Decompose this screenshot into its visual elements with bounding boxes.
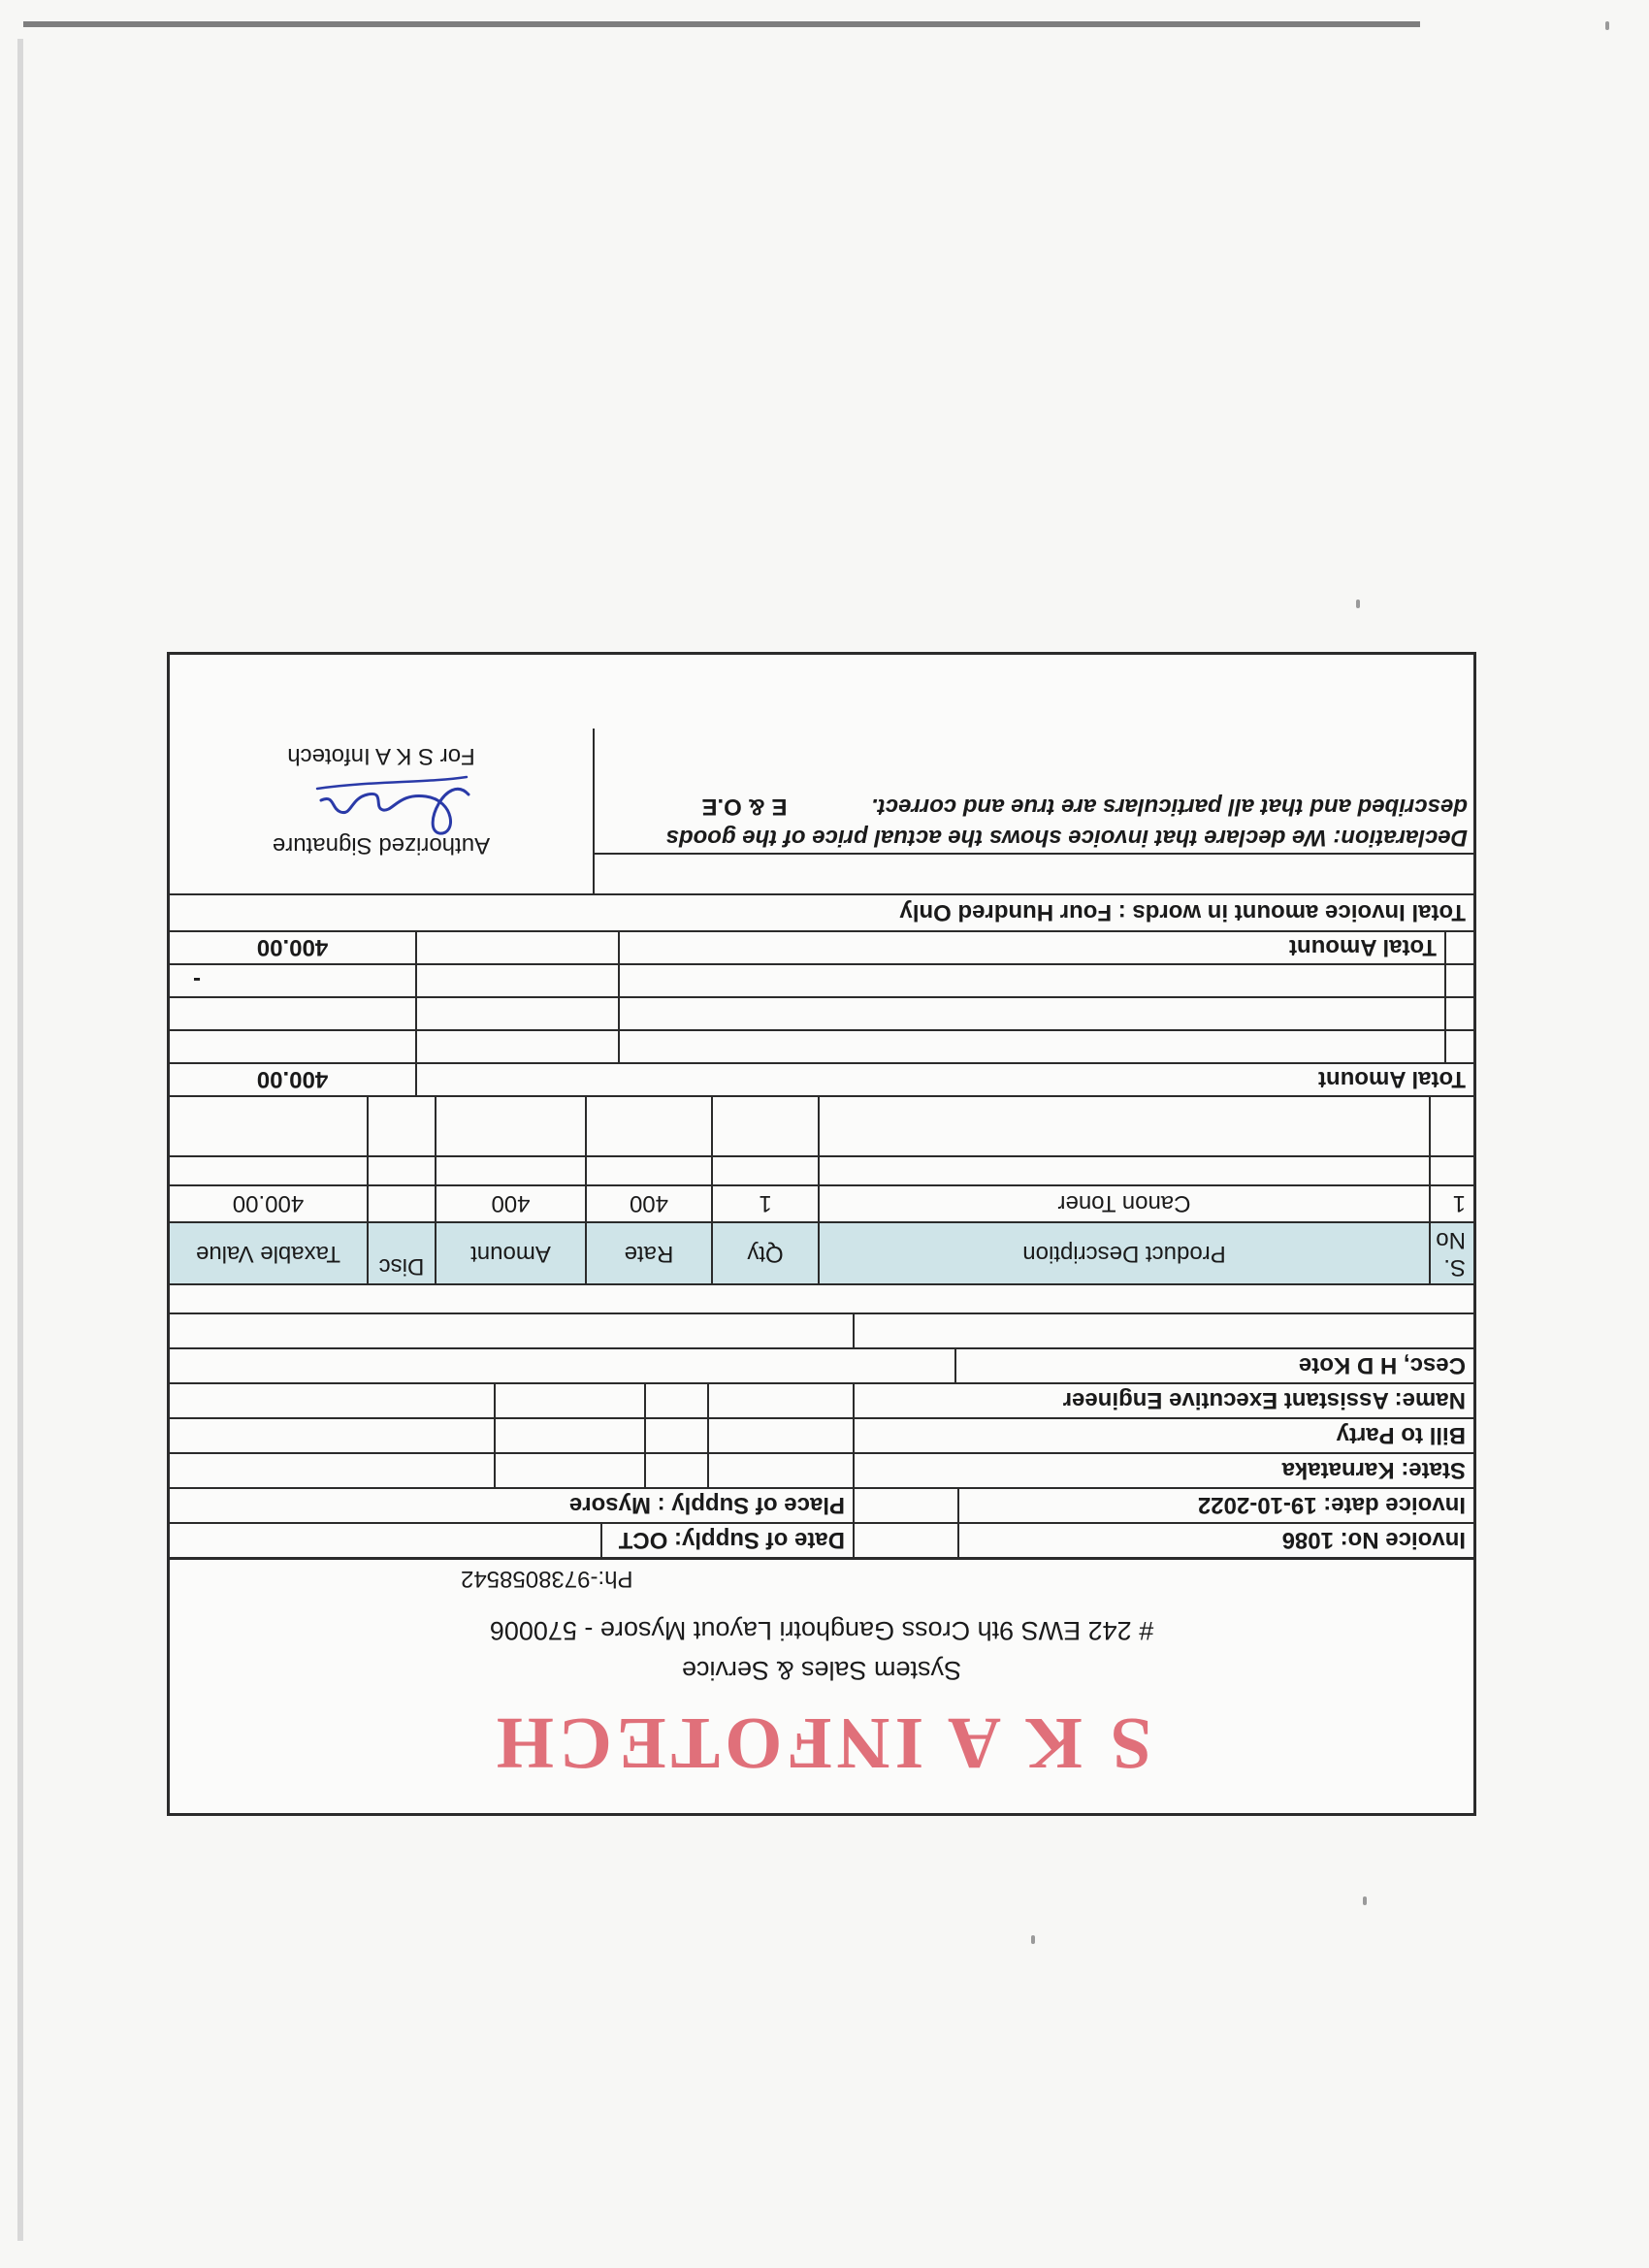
- info-cell: [707, 1384, 853, 1417]
- empty-cell: [585, 1157, 711, 1184]
- scan-dust: [1356, 599, 1360, 608]
- empty-cell: [1444, 932, 1473, 963]
- company-address: # 242 EWS 9th Cross Ganghotri Layout Mysore - 570006: [489, 1616, 1154, 1645]
- col-sno: [1429, 1223, 1473, 1283]
- info-cell: [170, 1349, 954, 1382]
- declaration-line: Declaration: We declare that invoice shows the actual price of the goods: [665, 825, 1468, 851]
- total-row: [170, 930, 1473, 963]
- info-cell: [494, 1384, 644, 1417]
- col-taxable-value: Taxable Value: [196, 1241, 340, 1267]
- item-taxable-value: 400.00: [232, 1190, 305, 1216]
- authorized-signature-label: Authorized Signature: [272, 832, 491, 859]
- scan-edge-left: [17, 39, 23, 2241]
- info-cell: [170, 1524, 600, 1557]
- col-qty: Qty: [711, 1223, 818, 1283]
- empty-cell: [170, 1157, 367, 1184]
- summary-row: [170, 996, 1473, 1029]
- empty-cell: [818, 1097, 1429, 1155]
- summary-row: [170, 1029, 1473, 1062]
- signature-block: [170, 729, 593, 893]
- place-of-supply: Place of Supply : Mysore: [568, 1492, 845, 1518]
- spacer-row: [170, 1283, 1473, 1312]
- empty-cell: [415, 1031, 618, 1062]
- amount-in-words: Total Invoice amount in words : Four Hundred Only: [899, 899, 1466, 925]
- scan-edge-top: [23, 21, 1420, 27]
- empty-cell: [415, 965, 618, 996]
- empty-cell: [1429, 1157, 1473, 1184]
- invoice-footer: [170, 729, 1473, 893]
- table-row: [170, 1095, 1473, 1155]
- signature-mark: [311, 761, 476, 839]
- info-cell: [707, 1419, 853, 1452]
- empty-cell: [1444, 965, 1473, 996]
- empty-cell: [415, 932, 618, 963]
- empty-cell: [367, 1157, 435, 1184]
- company-tagline: System Sales & Service: [681, 1656, 962, 1685]
- info-cell: [494, 1454, 644, 1487]
- grand-total-value: 400.00: [256, 934, 329, 960]
- info-cell: [644, 1384, 707, 1417]
- item-rate: 400: [585, 1186, 711, 1221]
- empty-cell: [818, 1157, 1429, 1184]
- empty-cell: [435, 1097, 585, 1155]
- empty-cell: [618, 1031, 1444, 1062]
- info-cell: [644, 1419, 707, 1452]
- empty-cell: [367, 1097, 435, 1155]
- col-description: Product Description: [818, 1223, 1429, 1283]
- party-name: Name: Assistant Executive Engineer: [853, 1384, 1473, 1417]
- empty-cell: [618, 965, 1444, 996]
- info-row: [170, 1312, 1473, 1347]
- info-cell: [644, 1454, 707, 1487]
- declaration-line-text: described and that all particulars are true and correct.: [871, 794, 1468, 820]
- empty-cell: [711, 1157, 818, 1184]
- empty-cell: [1444, 1031, 1473, 1062]
- info-cell: [170, 1384, 494, 1417]
- subtotal-label: Total Amount: [415, 1064, 1473, 1095]
- declaration-spacer: [595, 853, 1473, 893]
- item-qty: 1: [711, 1186, 818, 1221]
- empty-cell: [1429, 1097, 1473, 1155]
- info-cell: [170, 1419, 494, 1452]
- empty-cell: [170, 998, 415, 1029]
- info-cell: [853, 1489, 957, 1522]
- for-company-label: For S K A Infotech: [287, 743, 475, 769]
- date-of-supply: Date of Supply: OCT: [600, 1524, 853, 1557]
- words-row: [170, 893, 1473, 930]
- invoice-header: [170, 1557, 1473, 1813]
- col-disc: Disc: [367, 1223, 435, 1283]
- grand-total-label: Total Amount: [618, 932, 1444, 963]
- col-rate: Rate: [585, 1223, 711, 1283]
- scan-dust: [1605, 21, 1609, 30]
- info-row: [170, 1382, 1473, 1417]
- info-cell: [170, 1454, 494, 1487]
- item-sno: 1: [1429, 1186, 1473, 1221]
- table-row: [170, 1155, 1473, 1184]
- invoice-date: Invoice date: 19-10-2022: [957, 1489, 1473, 1522]
- empty-cell: [170, 1097, 367, 1155]
- declaration-line: [600, 791, 1468, 822]
- col-sno-line2: No: [1436, 1227, 1466, 1253]
- info-row: [170, 1417, 1473, 1452]
- declaration: [593, 729, 1473, 893]
- dash-value: -: [193, 967, 201, 993]
- info-cell: [494, 1419, 644, 1452]
- item-description: Canon Toner: [818, 1186, 1429, 1221]
- subtotal-row: [170, 1062, 1473, 1095]
- info-cell: [853, 1314, 1473, 1347]
- empty-cell: [585, 1097, 711, 1155]
- info-cell: [170, 1314, 853, 1347]
- empty-cell: [711, 1097, 818, 1155]
- party-office: Cesc, H D Kote: [954, 1349, 1473, 1382]
- info-row: [170, 1522, 1473, 1557]
- col-sno-line1: S.: [1443, 1253, 1466, 1280]
- item-disc: [367, 1186, 435, 1221]
- empty-cell: [415, 998, 618, 1029]
- empty-cell: [170, 1031, 415, 1062]
- summary-row: [170, 963, 1473, 996]
- items-table-header: [170, 1221, 1473, 1283]
- scan-dust: [1363, 1896, 1367, 1905]
- invoice-sheet: [167, 652, 1476, 1816]
- item-amount: 400: [435, 1186, 585, 1221]
- scan-dust: [1031, 1935, 1035, 1944]
- state: State: Karnataka: [853, 1454, 1473, 1487]
- col-amount: Amount: [435, 1223, 585, 1283]
- info-cell: [853, 1524, 957, 1557]
- table-row: [170, 1184, 1473, 1221]
- company-phone: Ph:-9738058542: [461, 1566, 633, 1592]
- bill-to-party: Bill to Party: [853, 1419, 1473, 1452]
- subtotal-value: 400.00: [256, 1066, 329, 1092]
- company-name: S K A INFOTECH: [491, 1702, 1152, 1784]
- info-row: [170, 1452, 1473, 1487]
- info-cell: [170, 1285, 1473, 1312]
- info-row: [170, 1487, 1473, 1522]
- empty-cell: [435, 1157, 585, 1184]
- info-row: [170, 1347, 1473, 1382]
- eoe-label: E & O.E: [701, 794, 788, 820]
- empty-cell: [618, 998, 1444, 1029]
- invoice-number: Invoice No: 1086: [957, 1524, 1473, 1557]
- info-cell: [707, 1454, 853, 1487]
- empty-cell: [1444, 998, 1473, 1029]
